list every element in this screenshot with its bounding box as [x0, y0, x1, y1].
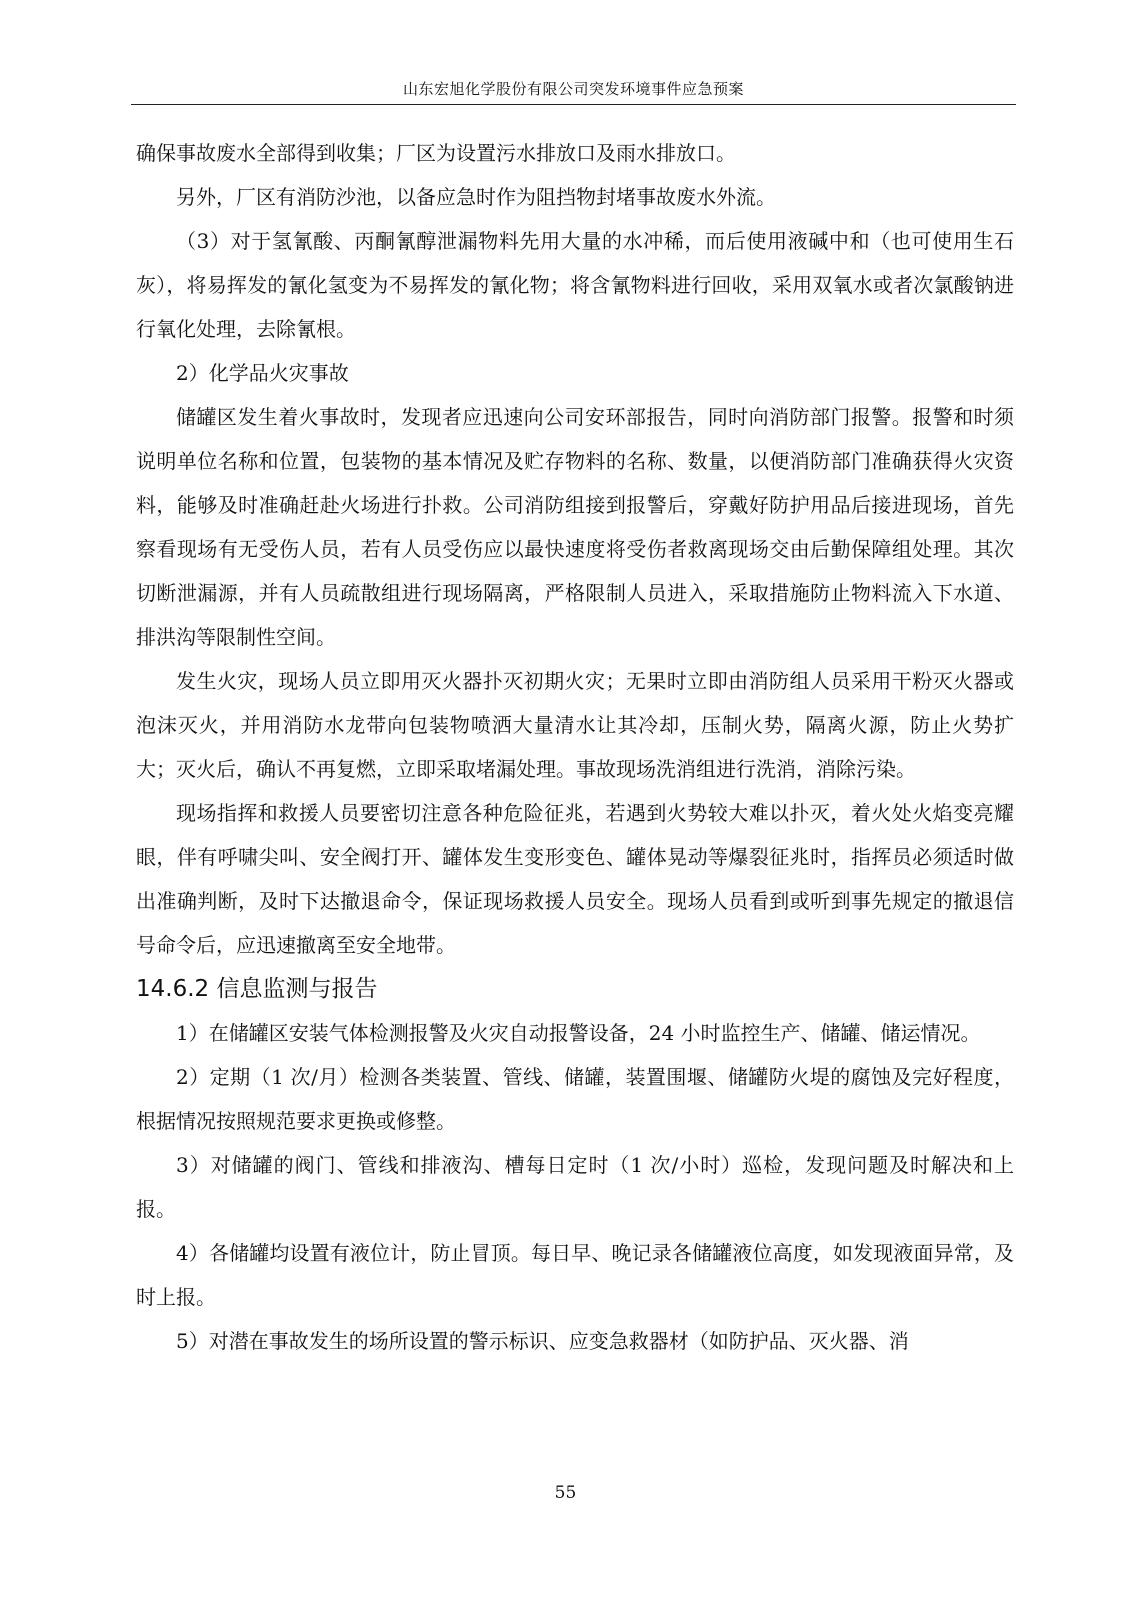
paragraph: 确保事故废水全部得到收集；厂区为设置污水排放口及雨水排放口。 — [136, 141, 736, 165]
list-item: 4）各储罐均设置有液位计，防止冒顶。每日早、晚记录各储罐液位高度，如发现液面异常，及时上报。 — [136, 1241, 1014, 1309]
paragraph: 储罐区发生着火事故时，发现者应迅速向公司安环部报告，同时向消防部门报警。报警和时须说明单位名称和位置，包装物的基本情况及贮存物料的名称、数量，以便消防部门准确获得火灾资料，能够及时准确赶赴火场进行扑救。公司消防组接到报警后，穿戴好防护用品后接进现场，首先察看现场有无受伤人员，若有人员受伤应以最快速度将受伤者救离现场交由后勤保障组处理。其次切断泄漏源，并有人员疏散组进行现场隔离，严格限制人员进入，采取措施防止物料流入下水道、排洪沟等限制性空间。 — [136, 405, 1014, 649]
section-heading: 14.6.2 信息监测与报告 — [136, 976, 378, 1002]
list-item: 3）对储罐的阀门、管线和排液沟、槽每日定时（1 次/小时）巡检，发现问题及时解决和上报。 — [136, 1153, 1014, 1221]
header-divider — [131, 104, 1016, 105]
paragraph: 发生火灾，现场人员立即用灭火器扑灭初期火灾；无果时立即由消防组人员采用干粉灭火器或泡沫灭火，并用消防水龙带向包装物喷洒大量清水让其冷却，压制火势，隔离火源，防止火势扩大；灭火后，确认不再复燃，立即采取堵漏处理。事故现场洗消组进行洗消，消除污染。 — [136, 669, 1014, 781]
subsection-label: 2）化学品火灾事故 — [176, 361, 349, 385]
list-item: 5）对潜在事故发生的场所设置的警示标识、应变急救器材（如防护品、灭火器、消 — [176, 1329, 909, 1353]
paragraph: 现场指挥和救援人员要密切注意各种危险征兆，若遇到火势较大难以扑灭，着火处火焰变亮耀眼，伴有呼啸尖叫、安全阀打开、罐体发生变形变色、罐体晃动等爆裂征兆时，指挥员必须适时做出准确判断，及时下达撤退命令，保证现场救援人员安全。现场人员看到或听到事先规定的撤退信号命令后，应迅速撤离至安全地带。 — [136, 801, 1014, 957]
document-body — [136, 131, 1014, 1363]
list-item: 2）定期（1 次/月）检测各类装置、管线、储罐，装置围堰、储罐防火堤的腐蚀及完好程度，根据情况按照规范要求更换或修整。 — [136, 1065, 1014, 1133]
list-item: 1）在储罐区安装气体检测报警及火灾自动报警设备，24 小时监控生产、储罐、储运情况。 — [176, 1021, 981, 1045]
paragraph: （3）对于氢氰酸、丙酮氰醇泄漏物料先用大量的水冲稀，而后使用液碱中和（也可使用生石灰），将易挥发的氰化氢变为不易挥发的氰化物；将含氰物料进行回收，采用双氧水或者次氯酸钠进行氧化处理，去除氰根。 — [136, 229, 1014, 341]
page-number: 55 — [554, 1483, 577, 1503]
document-header-title: 山东宏旭化学股份有限公司突发环境事件应急预案 — [402, 80, 744, 98]
paragraph: 另外，厂区有消防沙池，以备应急时作为阻挡物封堵事故废水外流。 — [176, 185, 776, 209]
